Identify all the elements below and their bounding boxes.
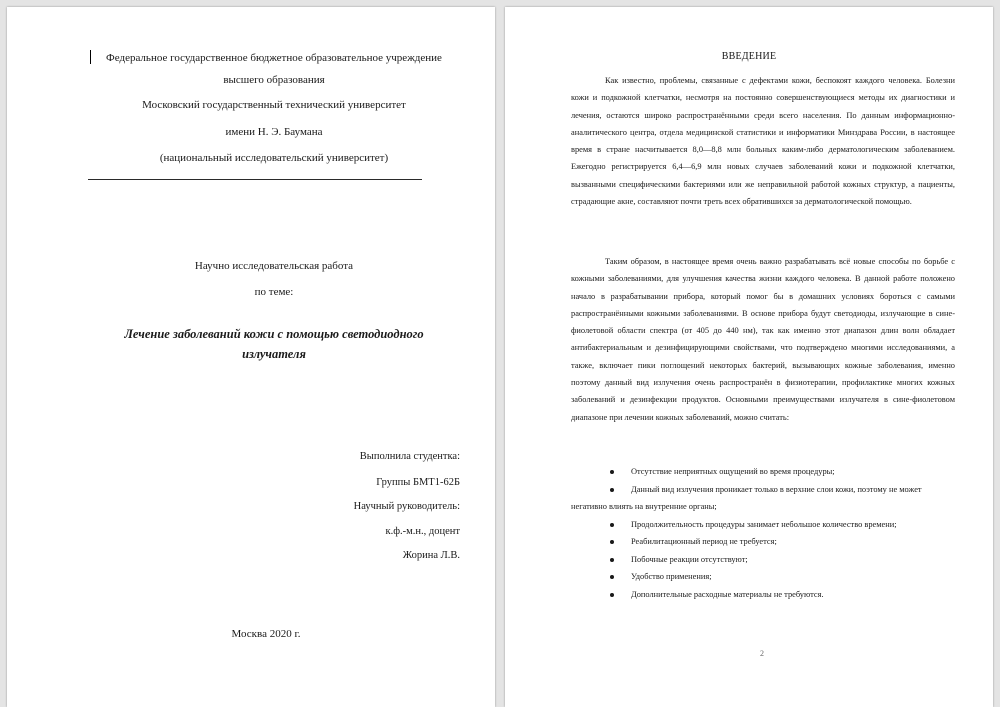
section-heading: ВВЕДЕНИЕ — [721, 51, 777, 62]
title-page — [7, 7, 495, 707]
city-year: Москва 2020 г. — [231, 628, 301, 640]
bullet-icon — [610, 470, 614, 474]
list-item — [571, 533, 955, 551]
signature-line-5: Жорина Л.В. — [402, 549, 460, 561]
list-item-text: Отсутствие неприятных ощущений во время процедуры; — [631, 467, 835, 476]
advantages-list — [571, 463, 955, 603]
bullet-icon — [610, 558, 614, 562]
list-item — [571, 481, 955, 516]
bullet-icon — [610, 593, 614, 597]
signature-line-1: Выполнила студентка: — [359, 450, 460, 462]
bullet-icon — [610, 523, 614, 527]
on-topic-label: по теме: — [254, 286, 294, 298]
signature-line-2: Группы БМТ1-62Б — [376, 476, 460, 488]
institution-line-5: (национальный исследовательский университет) — [159, 152, 389, 164]
institution-line-4: имени Н. Э. Баумана — [225, 126, 323, 138]
list-item-text: Дополнительные расходные материалы не требуются. — [631, 589, 824, 599]
signature-line-4: к.ф.-м.н., доцент — [385, 525, 460, 537]
institution-line-1: Федеральное государственное бюджетное образовательное учреждение — [106, 52, 442, 64]
intro-paragraph-2: Таким образом, в настоящее время очень важно разрабатывать всё новые способы по борьбе с кожными заболеваниями, для улучшения качества жизни каждого человека. В данной работе положено начало в разрабатывании прибора, который помог бы в домашних условиях бороться с самыми распространёнными кожными заболеваниями. В основе прибора будут светодиоды, излучающие в сине-фиолетовой области спектра (от 405 до 440 нм), так как именно этот диапазон длин волн обладает антибактериальным и дезинфицирующими свойствами, что подтверждено многими исследованиями, а также, включает пики поглощений некоторых бактерий, вызывающих кожные заболевания, именно поэтому данный вид излучения очень распространён в физиотерапии, профилактике многих кожных заболеваний и дезинфекции продуктов. Основными преимуществами излучателя в сине-фиолетовом диапазоне при лечении кожных заболеваний, можно считать: — [571, 257, 955, 422]
list-item — [571, 516, 955, 534]
institution-line-2: высшего образования — [223, 74, 325, 86]
bullet-icon — [610, 540, 614, 544]
institution-line-3: Московский государственный технический университет — [142, 99, 406, 111]
bullet-icon — [610, 575, 614, 579]
list-item — [571, 463, 955, 481]
list-item — [571, 586, 955, 604]
list-item-text: Удобство применения; — [631, 572, 712, 581]
intro-paragraph-1: Как известно, проблемы, связанные с дефектами кожи, беспокоят каждого человека. Болезни кожи и подкожной клетчатки, несмотря на постоянно совершенствующиеся методы их диагностики и лечения, остаются широко распространёнными среди всего населения. По данным информационно-аналитического центра, отдела медицинской статистики и информатики Минздрава России, в настоящее время в стране насчитывается 8,0—8,8 млн больных каким-либо дерматологическим заболеванием. Ежегодно регистрируется 6,4—6,9 млн новых случаев заболеваний кожи и подкожной клетчатки, вызванными специфическими бактериями или же неправильной работой кожных структур, а пациенты, страдающие акне, составляют почти треть всех обратившихся за дерматологической помощью. — [571, 76, 955, 207]
list-item-text: Реабилитационный период не требуется; — [631, 537, 777, 546]
signature-line-3: Научный руководитель: — [353, 500, 460, 512]
text-cursor — [90, 50, 91, 64]
list-item — [571, 551, 955, 569]
page-number: 2 — [760, 649, 764, 658]
intro-page — [505, 7, 993, 707]
horizontal-rule — [88, 179, 422, 180]
list-item-text: Данный вид излучения проникает только в верхние слои кожи, поэтому не может негативно влиять на внутренние органы; — [571, 484, 922, 511]
topic-title: Лечение заболеваний кожи с помощью светодиодного излучателя — [124, 326, 424, 361]
list-item-text: Продолжительность процедуры занимает небольшое количество времени; — [631, 519, 897, 529]
list-item — [571, 568, 955, 586]
work-type: Научно исследовательская работа — [194, 260, 354, 272]
list-item-text: Побочные реакции отсутствуют; — [631, 554, 748, 564]
bullet-icon — [610, 488, 614, 492]
